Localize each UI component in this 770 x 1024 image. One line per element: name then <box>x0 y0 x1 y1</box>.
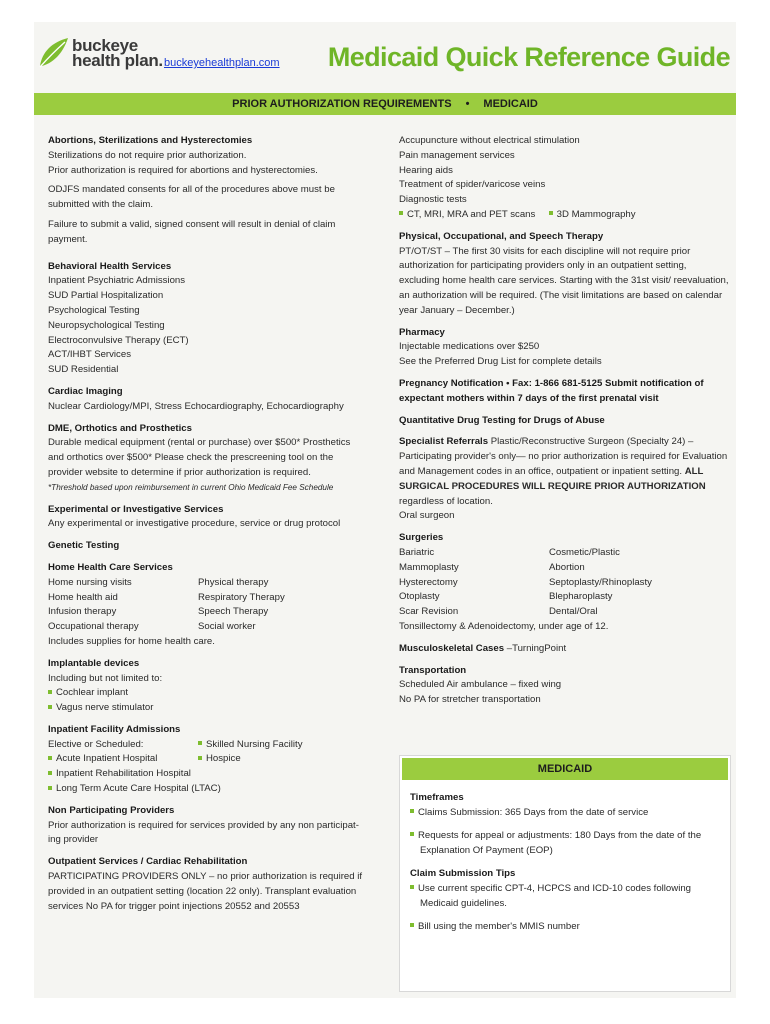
timeframes-heading: Timeframes <box>410 792 464 803</box>
list-item: Oral surgeon <box>399 510 455 522</box>
medicaid-box-body <box>400 780 730 934</box>
threshold-note: *Threshold based upon reimbursement in current Ohio Medicaid Fee Schedule <box>48 482 334 492</box>
misc-services-section <box>399 134 729 223</box>
genetic-section <box>48 539 368 554</box>
list-item: ACT/IHBT Services <box>48 349 131 361</box>
section-heading: Transportation <box>399 664 467 676</box>
cardiac-section <box>48 385 368 415</box>
section-heading: Experimental or Investigative Services <box>48 503 224 515</box>
list-item: Home health aid <box>48 591 118 603</box>
list-item: Bariatric <box>399 546 435 558</box>
leaf-logo-icon <box>38 36 70 70</box>
section-text: Plastic/Reconstructive Surgeon (Specialty 24) – Participating provider's only— no prior authorization is required for Evaluation and Management codes in an office, outpatient or inpatient setting. <box>399 436 728 477</box>
list-item: Psychological Testing <box>48 304 140 316</box>
list-item: Infusion therapy <box>48 606 117 618</box>
section-heading: Implantable devices <box>48 657 140 669</box>
list-item: SUD Residential <box>48 364 119 376</box>
list-item: Respiratory Therapy <box>198 591 285 603</box>
banner-separator: • <box>465 98 470 110</box>
list-item: Inpatient Psychiatric Admissions <box>48 275 186 287</box>
left-column <box>48 134 368 921</box>
surgeries-section <box>399 531 729 635</box>
therapy-section <box>399 230 729 319</box>
list-item: Cochlear implant <box>48 686 368 701</box>
section-text: Any experimental or investigative procedure, service or drug protocol <box>48 518 341 530</box>
list-item: Home nursing visits <box>48 576 132 588</box>
transport-section <box>399 664 729 708</box>
list-item: Cosmetic/Plastic <box>549 546 620 558</box>
list-item: Scar Revision <box>399 606 459 618</box>
section-banner <box>34 93 736 115</box>
list-item: Bill using the member's MMIS number <box>410 919 720 934</box>
banner-right-text: MEDICAID <box>483 98 538 110</box>
medicaid-box <box>399 755 731 992</box>
list-item: Social worker <box>198 621 256 633</box>
list-item: Treatment of spider/varicose veins <box>399 179 546 191</box>
list-item: Abortion <box>549 561 585 573</box>
section-footer: Includes supplies for home health care. <box>48 635 215 647</box>
list-item: Scheduled Air ambulance – fixed wing <box>399 679 562 691</box>
list-item: Use current specific CPT-4, HCPCS and ICD-10 codes following Medicaid guidelines. <box>410 881 720 911</box>
outpatient-section <box>48 855 368 914</box>
list-item: Hysterectomy <box>399 576 458 588</box>
section-heading: Inpatient Facility Admissions <box>48 723 181 735</box>
list-item: Vagus nerve stimulator <box>48 701 368 716</box>
section-heading: Behavioral Health Services <box>48 260 172 272</box>
section-heading: Genetic Testing <box>48 540 120 552</box>
list-item: Hearing aids <box>399 164 453 176</box>
imaging-row <box>399 208 729 223</box>
list-item: Mammoplasty <box>399 561 459 573</box>
specialist-section <box>399 435 729 524</box>
list-item: CT, MRI, MRA and PET scans <box>399 209 535 220</box>
list-item: Occupational therapy <box>48 621 139 633</box>
header <box>34 22 736 92</box>
text-line: Prior authorization is required for abortions and hysterectomies. <box>48 164 318 176</box>
section-heading: Non Participating Providers <box>48 804 175 816</box>
banner-left-text: PRIOR AUTHORIZATION REQUIREMENTS <box>232 98 452 110</box>
dme-section <box>48 422 368 496</box>
section-heading: Home Health Care Services <box>48 561 173 573</box>
list-item: SUD Partial Hospitalization <box>48 290 164 302</box>
list-item: Accupuncture without electrical stimulation <box>399 135 580 146</box>
section-heading: Physical, Occupational, and Speech Therapy <box>399 230 604 242</box>
home-health-list <box>48 576 368 635</box>
list-item: Septoplasty/Rhinoplasty <box>549 576 652 588</box>
list-item: Speech Therapy <box>198 606 269 618</box>
denial-text: Failure to submit a valid, signed consent will result in denial of claim payment. <box>48 218 336 245</box>
drug-testing-heading: Quantitative Drug Testing for Drugs of Abuse <box>399 414 605 426</box>
section-text: PT/OT/ST – The first 30 visits for each discipline will not require prior authorization for participating providers only in an outpatient setting, excluding home health care services. Starting with the 31st visit/ reevaluation, an authorization will be required. (The visit limitations are based on calendar year January – December.) <box>399 245 729 316</box>
list-item: Skilled Nursing Facility <box>198 738 348 753</box>
reference-sheet <box>34 22 736 998</box>
section-footer: Tonsillectomy & Adenoidectomy, under age of 12. <box>399 620 609 632</box>
behavioral-section <box>48 260 368 378</box>
list-item: Diagnostic tests <box>399 194 467 206</box>
logo-wordmark <box>72 38 163 68</box>
right-column <box>399 134 729 715</box>
list-item: Hospice <box>198 752 348 767</box>
page-title: Medicaid Quick Reference Guide <box>327 42 730 72</box>
section-heading: Pharmacy <box>399 326 445 338</box>
list-item: Physical therapy <box>198 576 269 588</box>
section-text: Nuclear Cardiology/MPI, Stress Echocardiography, Echocardiography <box>48 400 344 412</box>
section-heading: DME, Orthotics and Prosthetics <box>48 422 192 434</box>
logo-line-2: health plan. <box>72 51 163 70</box>
list-item: Neuropsychological Testing <box>48 319 165 331</box>
list-item: Injectable medications over $250 <box>399 341 540 353</box>
msk-section <box>399 642 729 657</box>
consent-text: ODJFS mandated consents for all of the procedures above must be submitted with the claim. <box>48 184 335 211</box>
list-item: Otoplasty <box>399 591 440 603</box>
section-text: Durable medical equipment (rental or purchase) over $500* Prosthetics and orthotics over $500* Please check the prescreening tool on the provider website to determine if prior authorization is required. <box>48 437 351 478</box>
section-text: PARTICIPATING PROVIDERS ONLY – no prior authorization is required if provided in an outpatient setting (location 22 only). Transplant evaluation services No PA for trigger point injections 20552 and 20553 <box>48 871 363 912</box>
specialist-text <box>399 435 729 509</box>
section-text: –TurningPoint <box>506 642 567 654</box>
list-item: Claims Submission: 365 Days from the date of service <box>410 805 720 820</box>
abortions-section <box>48 134 368 248</box>
medicaid-box-title: MEDICAID <box>402 758 728 780</box>
list-item: Acute Inpatient Hospital <box>48 752 198 767</box>
logo-line-1: buckeye <box>72 36 138 55</box>
list-item: Pain management services <box>399 149 515 161</box>
section-tail: regardless of location. <box>399 495 493 507</box>
list-item: See the Preferred Drug List for complete details <box>399 356 602 368</box>
surgical-warning: ALL SURGICAL PROCEDURES WILL REQUIRE PRIOR AUTHORIZATION <box>399 465 706 492</box>
section-heading: Musculoskeletal Cases <box>399 642 505 654</box>
inpatient-section <box>48 723 368 797</box>
inpatient-row-1 <box>48 738 368 753</box>
section-text: Prior authorization is required for services provided by any non participat-ing provider <box>48 819 359 846</box>
inpatient-row-2 <box>48 752 368 767</box>
pregnancy-notification: Pregnancy Notification • Fax: 1-866 681-5125 Submit notification of expectant mothers within 7 days of the first prenatal visit <box>399 377 704 404</box>
section-heading: Specialist Referrals <box>399 436 489 448</box>
text-line: Sterilizations do not require prior authorization. <box>48 149 247 161</box>
list-item: 3D Mammography <box>549 209 636 220</box>
section-intro: Including but not limited to: <box>48 672 163 684</box>
list-item: Long Term Acute Care Hospital (LTAC) <box>48 782 368 797</box>
section-heading: Cardiac Imaging <box>48 385 123 397</box>
home-health-section <box>48 561 368 650</box>
section-heading: Abortions, Sterilizations and Hysterectomies <box>48 135 253 146</box>
list-item: Blepharoplasty <box>549 591 613 603</box>
implantable-section <box>48 657 368 716</box>
list-item: Inpatient Rehabilitation Hospital <box>48 767 368 782</box>
pharmacy-section <box>399 326 729 370</box>
surgeries-list <box>399 546 729 620</box>
list-item: No PA for stretcher transportation <box>399 694 541 706</box>
nonpar-section <box>48 804 368 848</box>
buckeye-logo[interactable] <box>38 36 168 76</box>
experimental-section <box>48 503 368 533</box>
section-heading: Surgeries <box>399 532 444 544</box>
list-item: Electroconvulsive Therapy (ECT) <box>48 334 189 346</box>
list-item: Requests for appeal or adjustments: 180 Days from the date of the Explanation Of Payment (EOP) <box>410 828 720 858</box>
section-heading: Outpatient Services / Cardiac Rehabilitation <box>48 856 248 868</box>
tips-heading: Claim Submission Tips <box>410 868 516 879</box>
website-link[interactable]: buckeyehealthplan.com <box>164 57 280 69</box>
list-item: Dental/Oral <box>549 606 598 618</box>
section-intro: Elective or Scheduled: <box>48 738 144 750</box>
